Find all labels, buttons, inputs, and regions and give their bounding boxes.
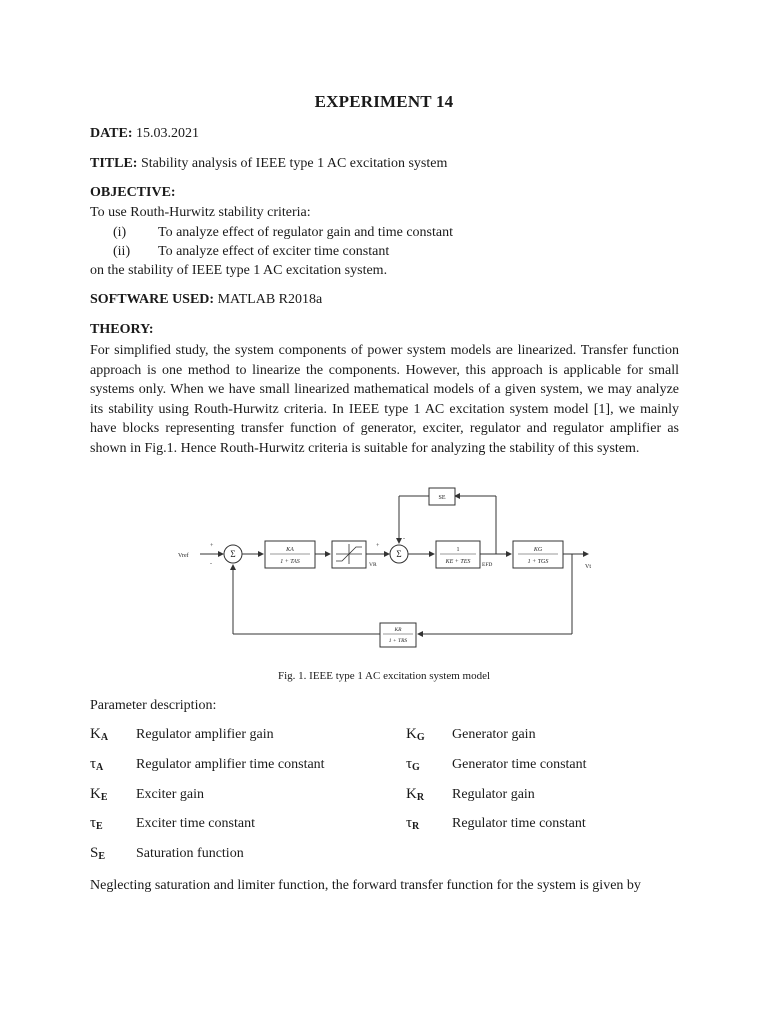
sum2-symbol: Σ [396,549,402,559]
theory-paragraph: For simplified study, the system components of power system models are linearized. Transfer function approach is one method to linearize the components. However, this approach is applicable for small systems only. When we have small linearized mathematical models of a given system, we may analyze its stability using Routh-Hurwitz criteria. In IEEE type 1 AC excitation system model [1], we mainly have blocks representing transfer function of generator, exciter, regulator and regulator amplifier as shown in Fig.1. Hence Routh-Hurwitz criteria is suitable for analyzing the stability of this system. [90,343,679,456]
figure-caption: Fig. 1. IEEE type 1 AC excitation system model [277,670,491,682]
param-symbol-kr: $K_R$ [406,786,425,803]
objective-outro: on the stability of IEEE type 1 AC excitation system. [90,263,388,278]
sum1-symbol: Σ [230,549,236,559]
vref-label: Vref [178,553,189,559]
feedback-numerator: KR [394,627,402,633]
objective-item-2-text: To analyze effect of exciter time constant [158,244,390,259]
title-label: TITLE: [90,156,138,171]
param-symbol-tau-g: $\tau_G$ [406,756,420,773]
amplifier-numerator: KA [286,547,294,553]
param-desc-ka: Regulator amplifier gain [136,727,274,742]
generator-denominator: 1 + TGS [527,559,549,565]
date-label: DATE: [90,126,133,141]
param-desc-kg: Generator gain [452,727,536,742]
sum2-minus-sign: - [403,536,405,542]
param-symbol-ke: $K_E$ [90,786,108,803]
block-diagram [170,484,600,654]
param-symbol-se: $S_E$ [90,845,106,862]
date-line [90,126,199,142]
title-line [90,156,447,172]
objective-heading: OBJECTIVE: [90,185,176,200]
software-label: SOFTWARE USED: [90,292,215,307]
exciter-numerator: 1 [456,547,460,553]
se-block-label: SE [438,495,446,501]
software-line [90,292,322,308]
exciter-denominator: KE + TES [445,559,471,565]
vr-label: VR [369,562,377,568]
param-desc-ke: Exciter gain [136,787,205,802]
param-symbol-tau-r: $\tau_R$ [406,815,420,832]
param-symbol-tau-a: $\tau_A$ [90,756,104,773]
vt-label: Vt [585,564,591,570]
param-symbol-ka: $K_A$ [90,726,109,743]
param-desc-tau-e: Exciter time constant [136,816,255,831]
param-symbol-kg: $K_G$ [406,726,425,743]
date-value: 15.03.2021 [136,126,200,141]
param-desc-kr: Regulator gain [452,787,535,802]
title-value: Stability analysis of IEEE type 1 AC excitation system [140,156,448,171]
feedback-denominator: 1 + TRS [388,638,408,644]
param-desc-tau-r: Regulator time constant [452,816,586,831]
page-title: EXPERIMENT 14 [314,92,454,111]
param-desc-se: Saturation function [136,846,244,861]
theory-heading: THEORY: [90,322,154,337]
software-value: MATLAB R2018a [217,292,323,307]
param-desc-tau-g: Generator time constant [452,757,587,772]
parameter-heading: Parameter description: [90,698,217,713]
amplifier-denominator: 1 + TAS [280,559,300,565]
objective-item-2-number: (ii) [113,244,131,259]
objective-item-1-text: To analyze effect of regulator gain and time constant [158,225,453,240]
generator-numerator: KG [533,547,543,553]
sum1-plus-sign: + [210,543,214,549]
efd-label: EFD [482,562,493,568]
sum1-minus-sign: - [210,561,212,567]
closing-paragraph: Neglecting saturation and limiter function, the forward transfer function for the system is given by [90,878,641,893]
param-desc-tau-a: Regulator amplifier time constant [136,757,325,772]
param-symbol-tau-e: $\tau_E$ [90,815,103,832]
sum2-plus-sign: + [376,543,380,549]
objective-item-1-number: (i) [113,225,127,240]
objective-intro: To use Routh-Hurwitz stability criteria: [90,205,311,220]
